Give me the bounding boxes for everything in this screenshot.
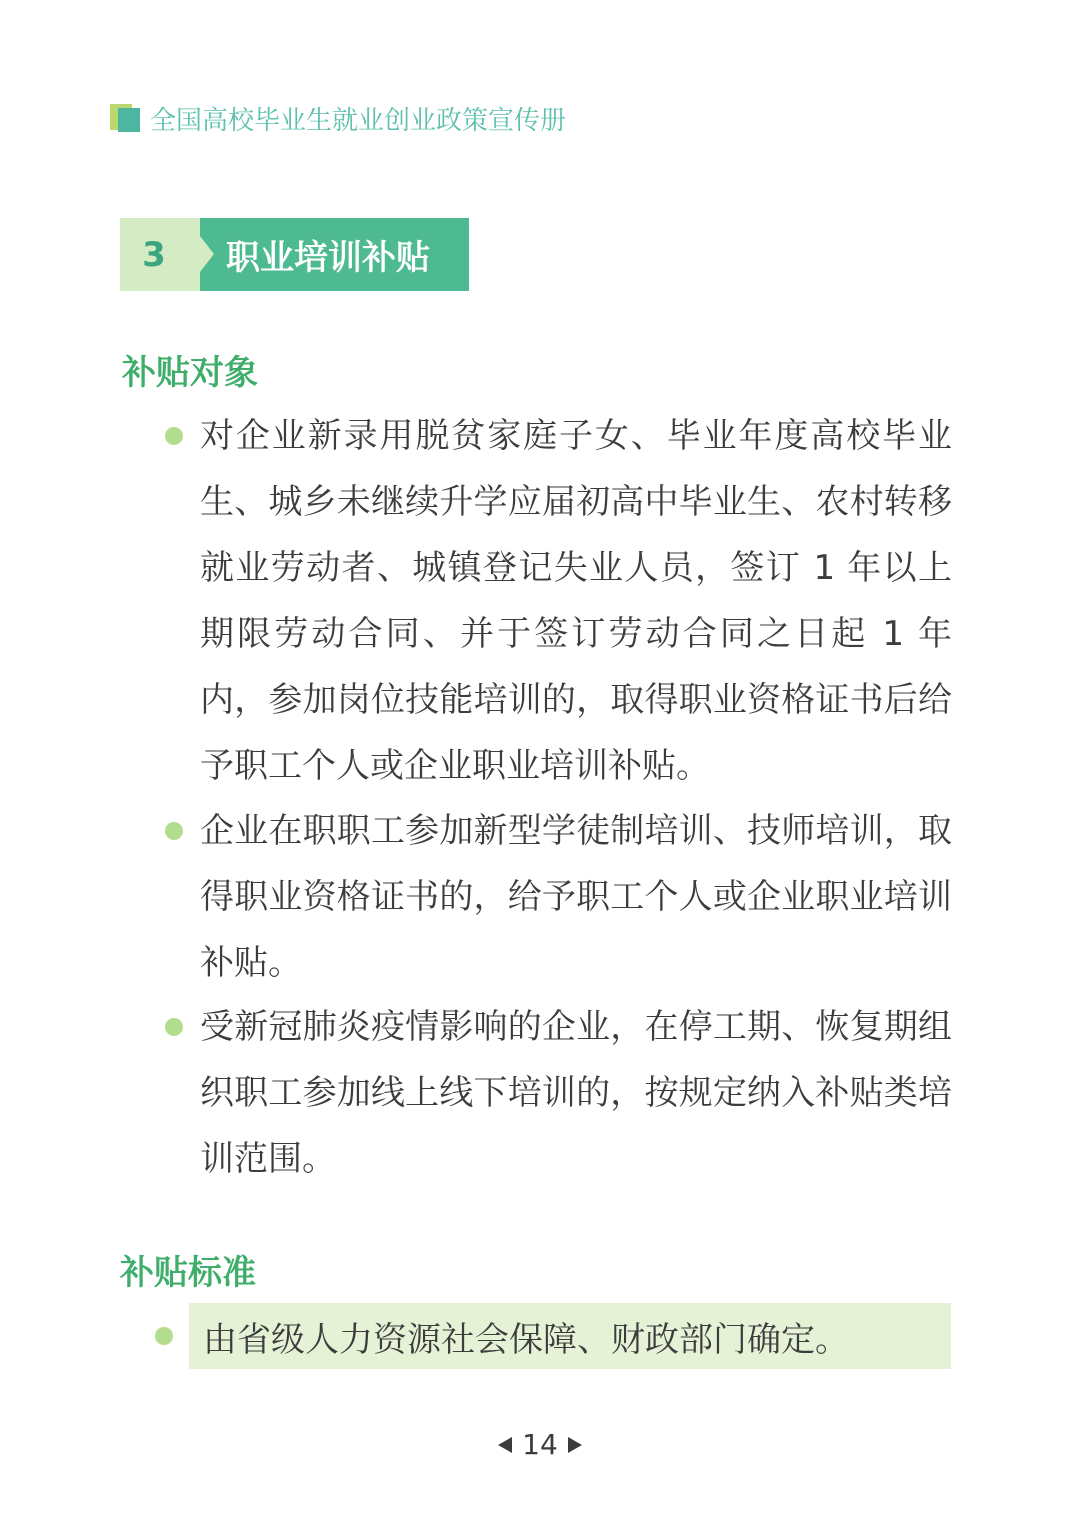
bullet-dot-icon (155, 1327, 173, 1345)
list-item (160, 403, 960, 799)
section-number-box (120, 218, 200, 291)
list-item (160, 798, 960, 996)
section-title-bar (120, 218, 469, 291)
list-item-text: 受新冠肺炎疫情影响的企业，在停工期、恢复期组织职工参加线上线下培训的，按规定纳入补贴类培训范围。 (200, 1007, 952, 1179)
subheading-standard: 补贴标准 (120, 1253, 256, 1293)
bullet-dot-icon (165, 427, 183, 445)
booklet-title: 全国高校毕业生就业创业政策宣传册 (150, 105, 567, 136)
subheading-targets: 补贴对象 (122, 353, 258, 393)
bullet-dot-icon (165, 822, 183, 840)
list-item (160, 994, 960, 1192)
page-number: 14 (522, 1428, 558, 1461)
section-title: 职业培训补贴 (226, 238, 430, 278)
page-footer (0, 1428, 1080, 1461)
header-logo-mark (110, 102, 142, 134)
triangle-left-icon (498, 1437, 512, 1453)
running-header (110, 98, 566, 138)
section-number: 3 (142, 234, 166, 275)
triangle-right-icon (568, 1437, 582, 1453)
standard-item (150, 1303, 952, 1369)
bullet-dot-icon (165, 1018, 183, 1036)
list-item-text: 企业在职职工参加新型学徒制培训、技师培训，取得职业资格证书的，给予职工个人或企业职业培训补贴。 (200, 811, 952, 983)
list-item-text: 对企业新录用脱贫家庭子女、毕业年度高校毕业生、城乡未继续升学应届初高中毕业生、农村转移就业劳动者、城镇登记失业人员，签订 1 年以上期限劳动合同、并于签订劳动合同之日起 1 年内，参加岗位技能培训的，取得职业资格证书后给予职工个人或企业职业培训补贴。 (200, 416, 952, 786)
chevron-right-icon (200, 236, 214, 272)
standard-item-text: 由省级人力资源社会保障、财政部门确定。 (189, 1303, 951, 1369)
